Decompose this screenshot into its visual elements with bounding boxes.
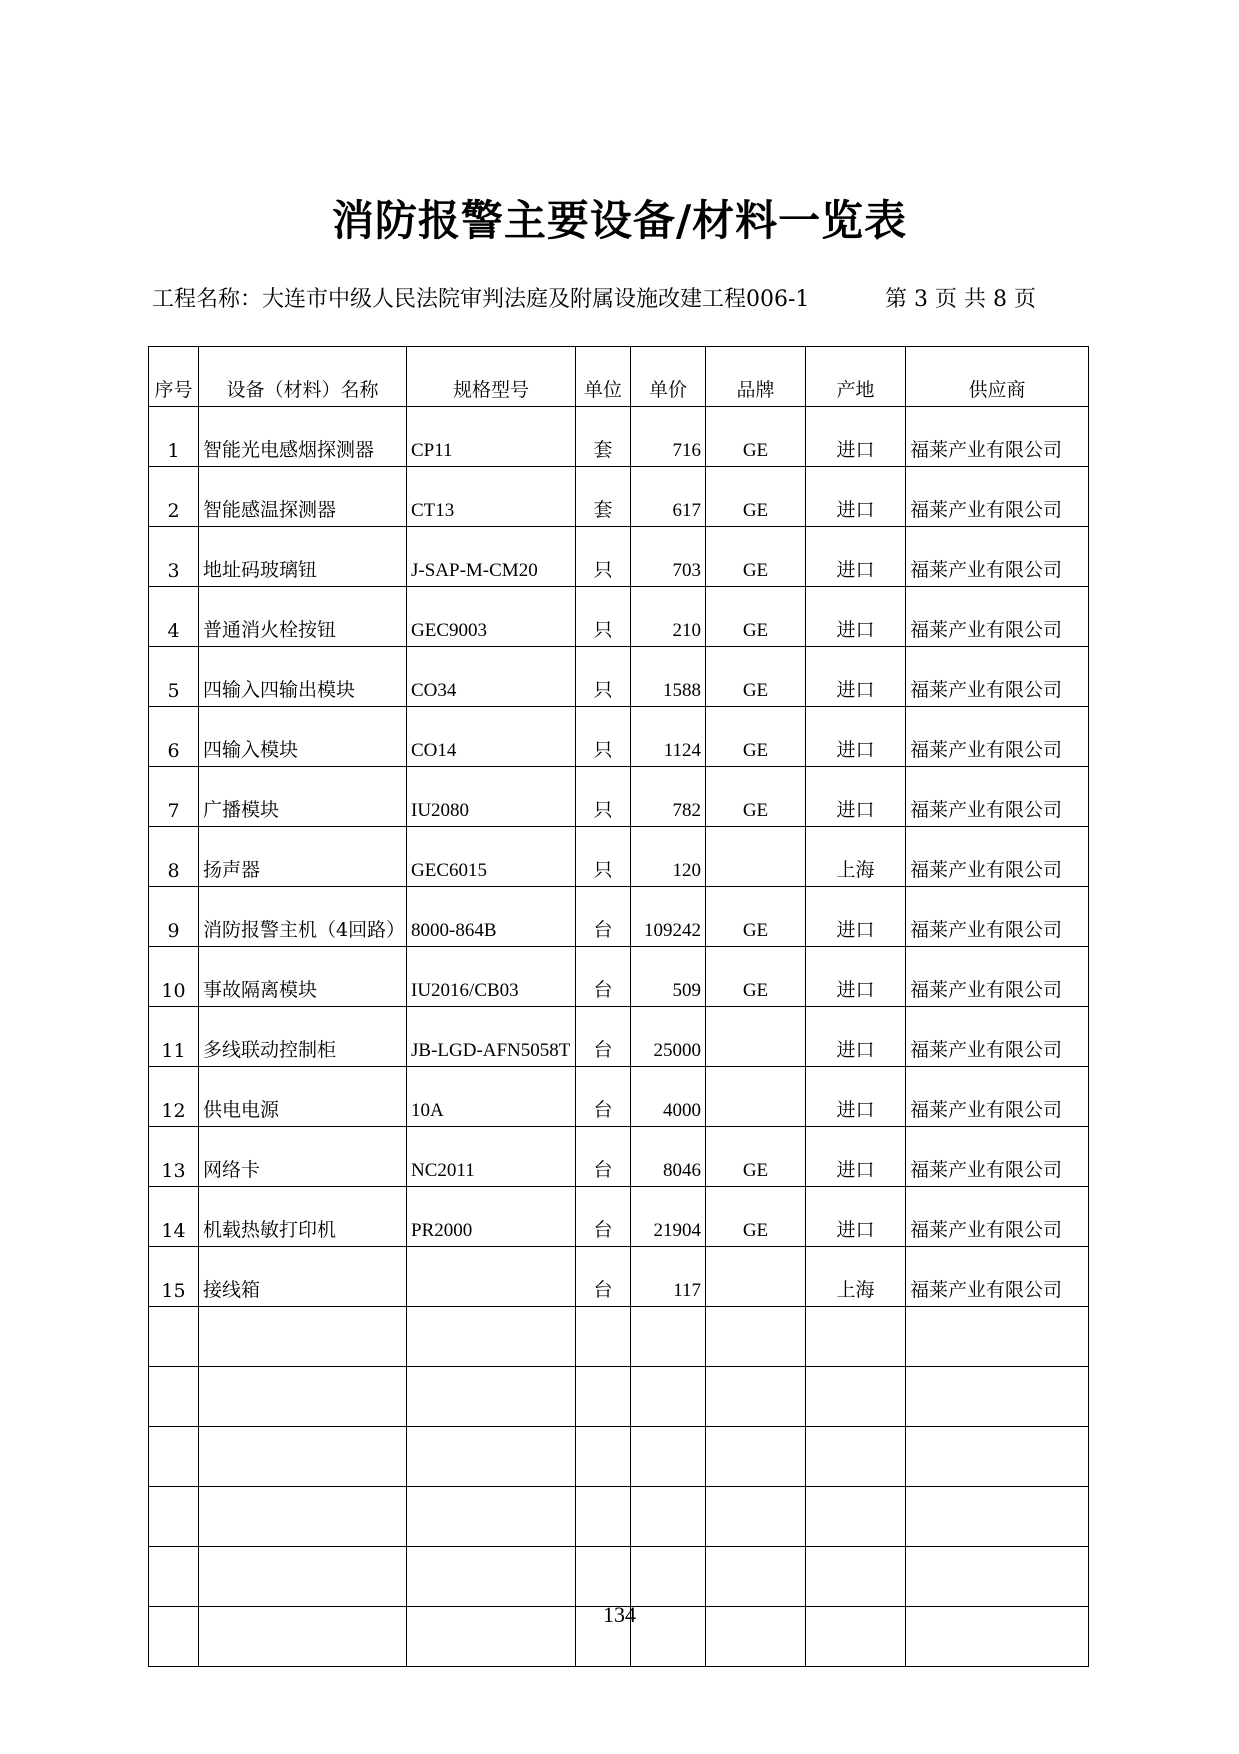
cell-seq: 13 [149,1127,199,1187]
cell-unit: 台 [576,887,631,947]
table-row [149,527,1089,587]
cell-origin: 进口 [806,647,906,707]
cell-supplier: 福莱产业有限公司 [906,887,1089,947]
cell-name: 智能光电感烟探测器 [199,407,407,467]
cell-spec: IU2080 [407,767,576,827]
table-row [149,947,1089,1007]
cell-brand [706,1547,806,1607]
table-row [149,827,1089,887]
cell-origin: 进口 [806,407,906,467]
cell-seq: 1 [149,407,199,467]
cell-name: 地址码玻璃钮 [199,527,407,587]
page-number: 134 [603,1602,636,1627]
cell-price: 117 [631,1247,706,1307]
cell-seq [149,1307,199,1367]
cell-spec [407,1307,576,1367]
cell-seq [149,1427,199,1487]
cell-unit: 台 [576,947,631,1007]
cell-brand [706,1007,806,1067]
cell-price: 1124 [631,707,706,767]
cell-name [199,1307,407,1367]
cell-spec: GEC9003 [407,587,576,647]
cell-seq: 5 [149,647,199,707]
project-name: 工程名称：大连市中级人民法院审判法庭及附属设施改建工程006-1 [152,287,810,312]
cell-spec: PR2000 [407,1187,576,1247]
cell-price: 509 [631,947,706,1007]
cell-seq: 3 [149,527,199,587]
cell-spec [407,1247,576,1307]
cell-price: 210 [631,587,706,647]
cell-unit: 只 [576,587,631,647]
table-row [149,887,1089,947]
cell-spec [407,1487,576,1547]
cell-name [199,1547,407,1607]
cell-price [631,1427,706,1487]
cell-brand [706,1427,806,1487]
cell-origin [806,1307,906,1367]
cell-origin: 进口 [806,1067,906,1127]
cell-brand: GE [706,767,806,827]
table-row [149,767,1089,827]
cell-origin: 上海 [806,827,906,887]
cell-supplier: 福莱产业有限公司 [906,527,1089,587]
cell-spec: J-SAP-M-CM20 [407,527,576,587]
table-row [149,1067,1089,1127]
cell-seq: 14 [149,1187,199,1247]
cell-spec: 8000-864B [407,887,576,947]
cell-origin: 进口 [806,947,906,1007]
cell-seq [149,1367,199,1427]
cell-name: 事故隔离模块 [199,947,407,1007]
cell-spec [407,1427,576,1487]
table-row [149,1487,1089,1547]
cell-unit [576,1307,631,1367]
cell-supplier [906,1367,1089,1427]
cell-unit [576,1367,631,1427]
cell-origin [806,1427,906,1487]
cell-origin [806,1487,906,1547]
table-row [149,587,1089,647]
cell-unit: 台 [576,1007,631,1067]
cell-brand [706,1247,806,1307]
cell-seq: 10 [149,947,199,1007]
table-row [149,707,1089,767]
cell-origin: 进口 [806,587,906,647]
table-row [149,467,1089,527]
cell-spec: NC2011 [407,1127,576,1187]
page-title: 消防报警主要设备/材料一览表 [331,196,908,245]
equipment-table [148,346,1089,1667]
cell-price: 1588 [631,647,706,707]
cell-brand [706,1487,806,1547]
cell-seq: 11 [149,1007,199,1067]
cell-unit: 台 [576,1187,631,1247]
table-row [149,1127,1089,1187]
cell-supplier: 福莱产业有限公司 [906,707,1089,767]
cell-seq: 4 [149,587,199,647]
cell-price: 617 [631,467,706,527]
cell-brand: GE [706,407,806,467]
cell-spec: IU2016/CB03 [407,947,576,1007]
cell-brand [706,1307,806,1367]
cell-unit: 只 [576,527,631,587]
header-spec: 规格型号 [407,347,576,407]
cell-name: 消防报警主机（4回路） [199,887,407,947]
cell-name: 接线箱 [199,1247,407,1307]
cell-name: 广播模块 [199,767,407,827]
cell-origin [806,1367,906,1427]
cell-seq [149,1487,199,1547]
cell-spec: JB-LGD-AFN5058T [407,1007,576,1067]
cell-supplier [906,1307,1089,1367]
cell-spec: GEC6015 [407,827,576,887]
cell-brand [706,827,806,887]
cell-spec: CO34 [407,647,576,707]
cell-name: 普通消火栓按钮 [199,587,407,647]
cell-unit: 只 [576,707,631,767]
table-row [149,1247,1089,1307]
header-brand: 品牌 [706,347,806,407]
cell-price [631,1367,706,1427]
cell-brand [706,1067,806,1127]
cell-name [199,1487,407,1547]
cell-supplier: 福莱产业有限公司 [906,467,1089,527]
cell-brand: GE [706,707,806,767]
cell-price: 120 [631,827,706,887]
cell-name [199,1427,407,1487]
table-row [149,1307,1089,1367]
cell-seq: 12 [149,1067,199,1127]
cell-unit [576,1427,631,1487]
cell-name: 机载热敏打印机 [199,1187,407,1247]
cell-price: 716 [631,407,706,467]
cell-origin [806,1547,906,1607]
cell-seq [149,1547,199,1607]
cell-seq: 2 [149,467,199,527]
table-row [149,1547,1089,1607]
cell-supplier: 福莱产业有限公司 [906,1007,1089,1067]
cell-origin: 进口 [806,767,906,827]
cell-unit: 台 [576,1127,631,1187]
cell-spec [407,1367,576,1427]
cell-spec [407,1547,576,1607]
cell-unit: 套 [576,407,631,467]
cell-supplier: 福莱产业有限公司 [906,1127,1089,1187]
cell-supplier: 福莱产业有限公司 [906,587,1089,647]
cell-supplier: 福莱产业有限公司 [906,1067,1089,1127]
cell-price: 109242 [631,887,706,947]
cell-price: 782 [631,767,706,827]
cell-unit [576,1487,631,1547]
cell-origin: 进口 [806,1127,906,1187]
cell-origin: 进口 [806,1007,906,1067]
cell-origin: 上海 [806,1247,906,1307]
cell-supplier: 福莱产业有限公司 [906,1247,1089,1307]
cell-origin: 进口 [806,1187,906,1247]
table-row [149,1187,1089,1247]
table-row [149,1007,1089,1067]
table-header-row [149,347,1089,407]
cell-origin: 进口 [806,467,906,527]
cell-price [631,1307,706,1367]
cell-brand: GE [706,527,806,587]
table-row [149,1367,1089,1427]
cell-seq: 8 [149,827,199,887]
header-origin: 产地 [806,347,906,407]
cell-unit: 只 [576,767,631,827]
cell-spec: CT13 [407,467,576,527]
cell-origin: 进口 [806,527,906,587]
cell-unit: 台 [576,1067,631,1127]
table-row [149,647,1089,707]
header-seq: 序号 [149,347,199,407]
cell-unit: 只 [576,647,631,707]
cell-unit [576,1547,631,1607]
cell-origin: 进口 [806,887,906,947]
cell-supplier [906,1547,1089,1607]
cell-price [631,1547,706,1607]
cell-name: 四输入模块 [199,707,407,767]
cell-spec: CO14 [407,707,576,767]
cell-name: 网络卡 [199,1127,407,1187]
table-row [149,1427,1089,1487]
cell-unit: 台 [576,1247,631,1307]
cell-price: 703 [631,527,706,587]
cell-brand: GE [706,467,806,527]
header-unit: 单位 [576,347,631,407]
cell-brand: GE [706,887,806,947]
cell-price: 21904 [631,1187,706,1247]
cell-name [199,1367,407,1427]
cell-seq: 7 [149,767,199,827]
cell-brand: GE [706,1127,806,1187]
cell-brand: GE [706,947,806,1007]
cell-name: 供电电源 [199,1067,407,1127]
cell-name: 四输入四输出模块 [199,647,407,707]
cell-spec: CP11 [407,407,576,467]
cell-name: 扬声器 [199,827,407,887]
cell-name: 智能感温探测器 [199,467,407,527]
cell-brand: GE [706,587,806,647]
cell-brand: GE [706,647,806,707]
table-row [149,407,1089,467]
header-supplier: 供应商 [906,347,1089,407]
page-info: 第 3 页 共 8 页 [885,287,1036,312]
cell-seq: 15 [149,1247,199,1307]
cell-supplier [906,1487,1089,1547]
cell-price: 8046 [631,1127,706,1187]
cell-unit: 套 [576,467,631,527]
cell-brand [706,1367,806,1427]
cell-origin: 进口 [806,707,906,767]
cell-supplier: 福莱产业有限公司 [906,827,1089,887]
cell-name: 多线联动控制柜 [199,1007,407,1067]
cell-unit: 只 [576,827,631,887]
cell-seq: 6 [149,707,199,767]
cell-supplier: 福莱产业有限公司 [906,947,1089,1007]
cell-supplier: 福莱产业有限公司 [906,647,1089,707]
cell-seq: 9 [149,887,199,947]
cell-price: 25000 [631,1007,706,1067]
cell-brand: GE [706,1187,806,1247]
cell-price: 4000 [631,1067,706,1127]
header-name: 设备（材料）名称 [199,347,407,407]
header-price: 单价 [631,347,706,407]
cell-supplier: 福莱产业有限公司 [906,407,1089,467]
cell-spec: 10A [407,1067,576,1127]
cell-supplier: 福莱产业有限公司 [906,767,1089,827]
cell-supplier: 福莱产业有限公司 [906,1187,1089,1247]
cell-supplier [906,1427,1089,1487]
cell-price [631,1487,706,1547]
